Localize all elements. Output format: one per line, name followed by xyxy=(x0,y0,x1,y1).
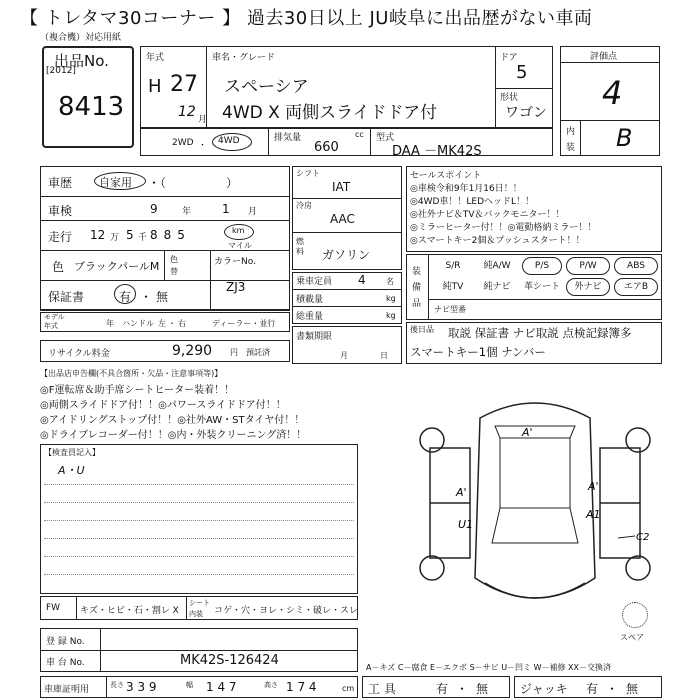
equip-tv: 純TV xyxy=(442,282,464,292)
doors-label: ドア xyxy=(500,53,518,63)
score-value: 4 xyxy=(602,74,623,112)
recycle-value: 9,290 xyxy=(172,343,213,359)
diagram-mark-left-lower: U1 xyxy=(458,518,474,531)
equip-navi: 純ナビ xyxy=(483,282,511,292)
diagram-mark-rear: C2 xyxy=(636,532,650,543)
mileage-label: 走行 xyxy=(48,230,73,244)
warranty-no: 無 xyxy=(156,290,169,304)
load-label: 積載量 xyxy=(296,295,324,305)
note-item: ◎F運転席＆助手席シートヒーター装着！！ xyxy=(40,385,235,396)
score-label: 評価点 xyxy=(590,52,618,62)
equip-sr: S/R xyxy=(445,261,461,271)
after-items-line2: スマートキー1個 ナンバー xyxy=(410,345,546,359)
sales-point: ◎4WD車！！LEDヘッドL！！ xyxy=(410,197,535,207)
paper-type-note: （複合機）対応用紙 xyxy=(40,33,122,43)
diagram-mark-right-lower: A1 xyxy=(586,508,601,521)
tools-label: 工 具 xyxy=(368,682,396,696)
mileage-man: 12 xyxy=(90,228,106,242)
ac-label: 冷房 xyxy=(296,201,312,210)
diagram-mark-right-upper: A' xyxy=(588,480,599,493)
history-label: 車歴 xyxy=(48,176,73,190)
notes-title: 【出品店申告欄(不具合箇所・欠品・注意事項等)】 xyxy=(40,369,223,378)
diagram-mark-left-upper: A' xyxy=(456,486,467,499)
fw-items: キズ・ヒビ・石・割レ X xyxy=(80,606,179,616)
sales-points-title: セールスポイント xyxy=(410,171,482,181)
fuel-value: ガソリン xyxy=(322,248,371,262)
navi-model-label: ナビ型番 xyxy=(434,305,466,314)
capacity-value: 4 xyxy=(358,273,366,287)
history-value: 自家用 xyxy=(99,176,132,189)
recycle-label: リサイクル料金 xyxy=(48,349,110,359)
mileage-rest: 885 xyxy=(150,228,191,242)
shift-value: IAT xyxy=(332,180,351,194)
shape-value: ワゴン xyxy=(505,105,547,121)
equip-abs: ABS xyxy=(614,257,658,275)
year-label: 年式 xyxy=(146,53,165,63)
chassis-value: MK42S-126424 xyxy=(180,653,279,668)
lot-number: 8413 xyxy=(58,92,125,122)
damage-legend: A－キズ C－腐食 E－エクボ S－サビ U－凹ミ W－補修 XX－交換済 xyxy=(366,663,612,672)
fw-label: FW xyxy=(46,603,61,613)
inspection-label: 車検 xyxy=(48,204,73,218)
gross-label: 総重量 xyxy=(296,312,324,322)
size-length: 3 3 9 xyxy=(126,680,157,694)
shift-label: シフト xyxy=(296,169,320,178)
equip-airbag: エアB xyxy=(614,278,658,296)
displacement-value: 660 xyxy=(314,140,339,155)
note-item: ◎ドライブレコーダー付！！◎内・外装クリーニング済！！ xyxy=(40,430,307,441)
diagram-mark-roof: A' xyxy=(522,426,533,439)
year-era: H xyxy=(148,76,162,97)
chassis-label: 車 台 No. xyxy=(46,658,85,668)
size-height: 1 7 4 xyxy=(286,680,317,694)
car-name: スペーシア xyxy=(224,77,309,97)
note-item: ◎アイドリングストップ付！！◎社外AW・STタイヤ付！！ xyxy=(40,415,305,426)
car-grade: 4WD X 両側スライドドア付 xyxy=(222,103,438,123)
model-value: DAA －MK42S xyxy=(392,144,482,159)
equip-pw: P/W xyxy=(566,257,610,275)
inspector-title: 【検査員記入】 xyxy=(44,448,100,457)
capacity-label: 乗車定員 xyxy=(296,277,333,287)
warranty-yes: 有 xyxy=(119,290,132,304)
warranty-label: 保証書 xyxy=(48,290,85,304)
after-items-label: 後日品 xyxy=(410,325,434,334)
interior-score: B xyxy=(616,124,633,152)
sales-point: ◎ミラーヒーター付！！◎電動格納ミラー！！ xyxy=(410,223,597,233)
mileage-sen: 5 xyxy=(126,228,134,242)
after-items-line1: 取説 保証書 ナビ取説 点検記録簿多 xyxy=(448,326,632,340)
drive-2wd: 2WD xyxy=(172,138,194,148)
displacement-label: 排気量 xyxy=(274,133,302,143)
equip-alloy: 純A/W xyxy=(483,261,511,271)
color-value: ブラックパールM xyxy=(74,260,160,273)
note-item: ◎両側スライドドア付！！◎パワースライドドア付！！ xyxy=(40,400,286,411)
year-value: 27 xyxy=(170,72,198,97)
drive-4wd: 4WD xyxy=(218,136,240,146)
inspector-handwritten: A・U xyxy=(58,464,85,477)
reg-no-label: 登 録 No. xyxy=(46,637,85,647)
inspection-year: 9 xyxy=(150,202,158,216)
seat-items: コゲ・穴・ヨレ・シミ・破レ・スレ xyxy=(214,606,359,616)
sales-point: ◎車検令和9年1月16日！！ xyxy=(410,184,522,194)
deadline-label: 書類期限 xyxy=(296,332,333,342)
banner: 【 トレタマ30コーナー 】 過去30日以上 JU岐阜に出品歴がない車両 xyxy=(20,8,593,29)
inspector-box xyxy=(40,444,358,594)
color-label: 色 xyxy=(52,260,65,274)
color-code-label: カラーNo. xyxy=(214,257,256,267)
size-width: 1 4 7 xyxy=(206,680,237,694)
spare-tire-icon xyxy=(622,602,648,628)
size-cert-label: 車庫証明用 xyxy=(44,685,90,695)
jack-label: ジャッキ xyxy=(520,682,568,696)
sales-point: ◎スマートキー2個＆プッシュスタート！！ xyxy=(410,236,585,246)
ac-value: AAC xyxy=(330,212,355,226)
sales-point: ◎社外ナビ＆TV＆バックモニター！！ xyxy=(410,210,565,220)
model-label: 型式 xyxy=(376,133,395,143)
doors-value: 5 xyxy=(516,62,528,83)
color-code: ZJ3 xyxy=(226,280,246,294)
shape-label: 形状 xyxy=(500,93,519,103)
equip-leather: 革シート xyxy=(523,282,560,292)
year-month: 12 xyxy=(178,104,196,120)
equip-ext-navi: 外ナビ xyxy=(566,278,610,296)
car-damage-diagram xyxy=(410,378,660,638)
equip-ps: P/S xyxy=(522,257,562,275)
car-label: 車名・グレード xyxy=(212,53,276,63)
lot-year-stamp: [2012] xyxy=(46,66,76,76)
inspection-month: 1 xyxy=(222,202,230,216)
spare-label: スペア xyxy=(620,633,644,642)
lot-label: 出品No. xyxy=(54,52,109,70)
